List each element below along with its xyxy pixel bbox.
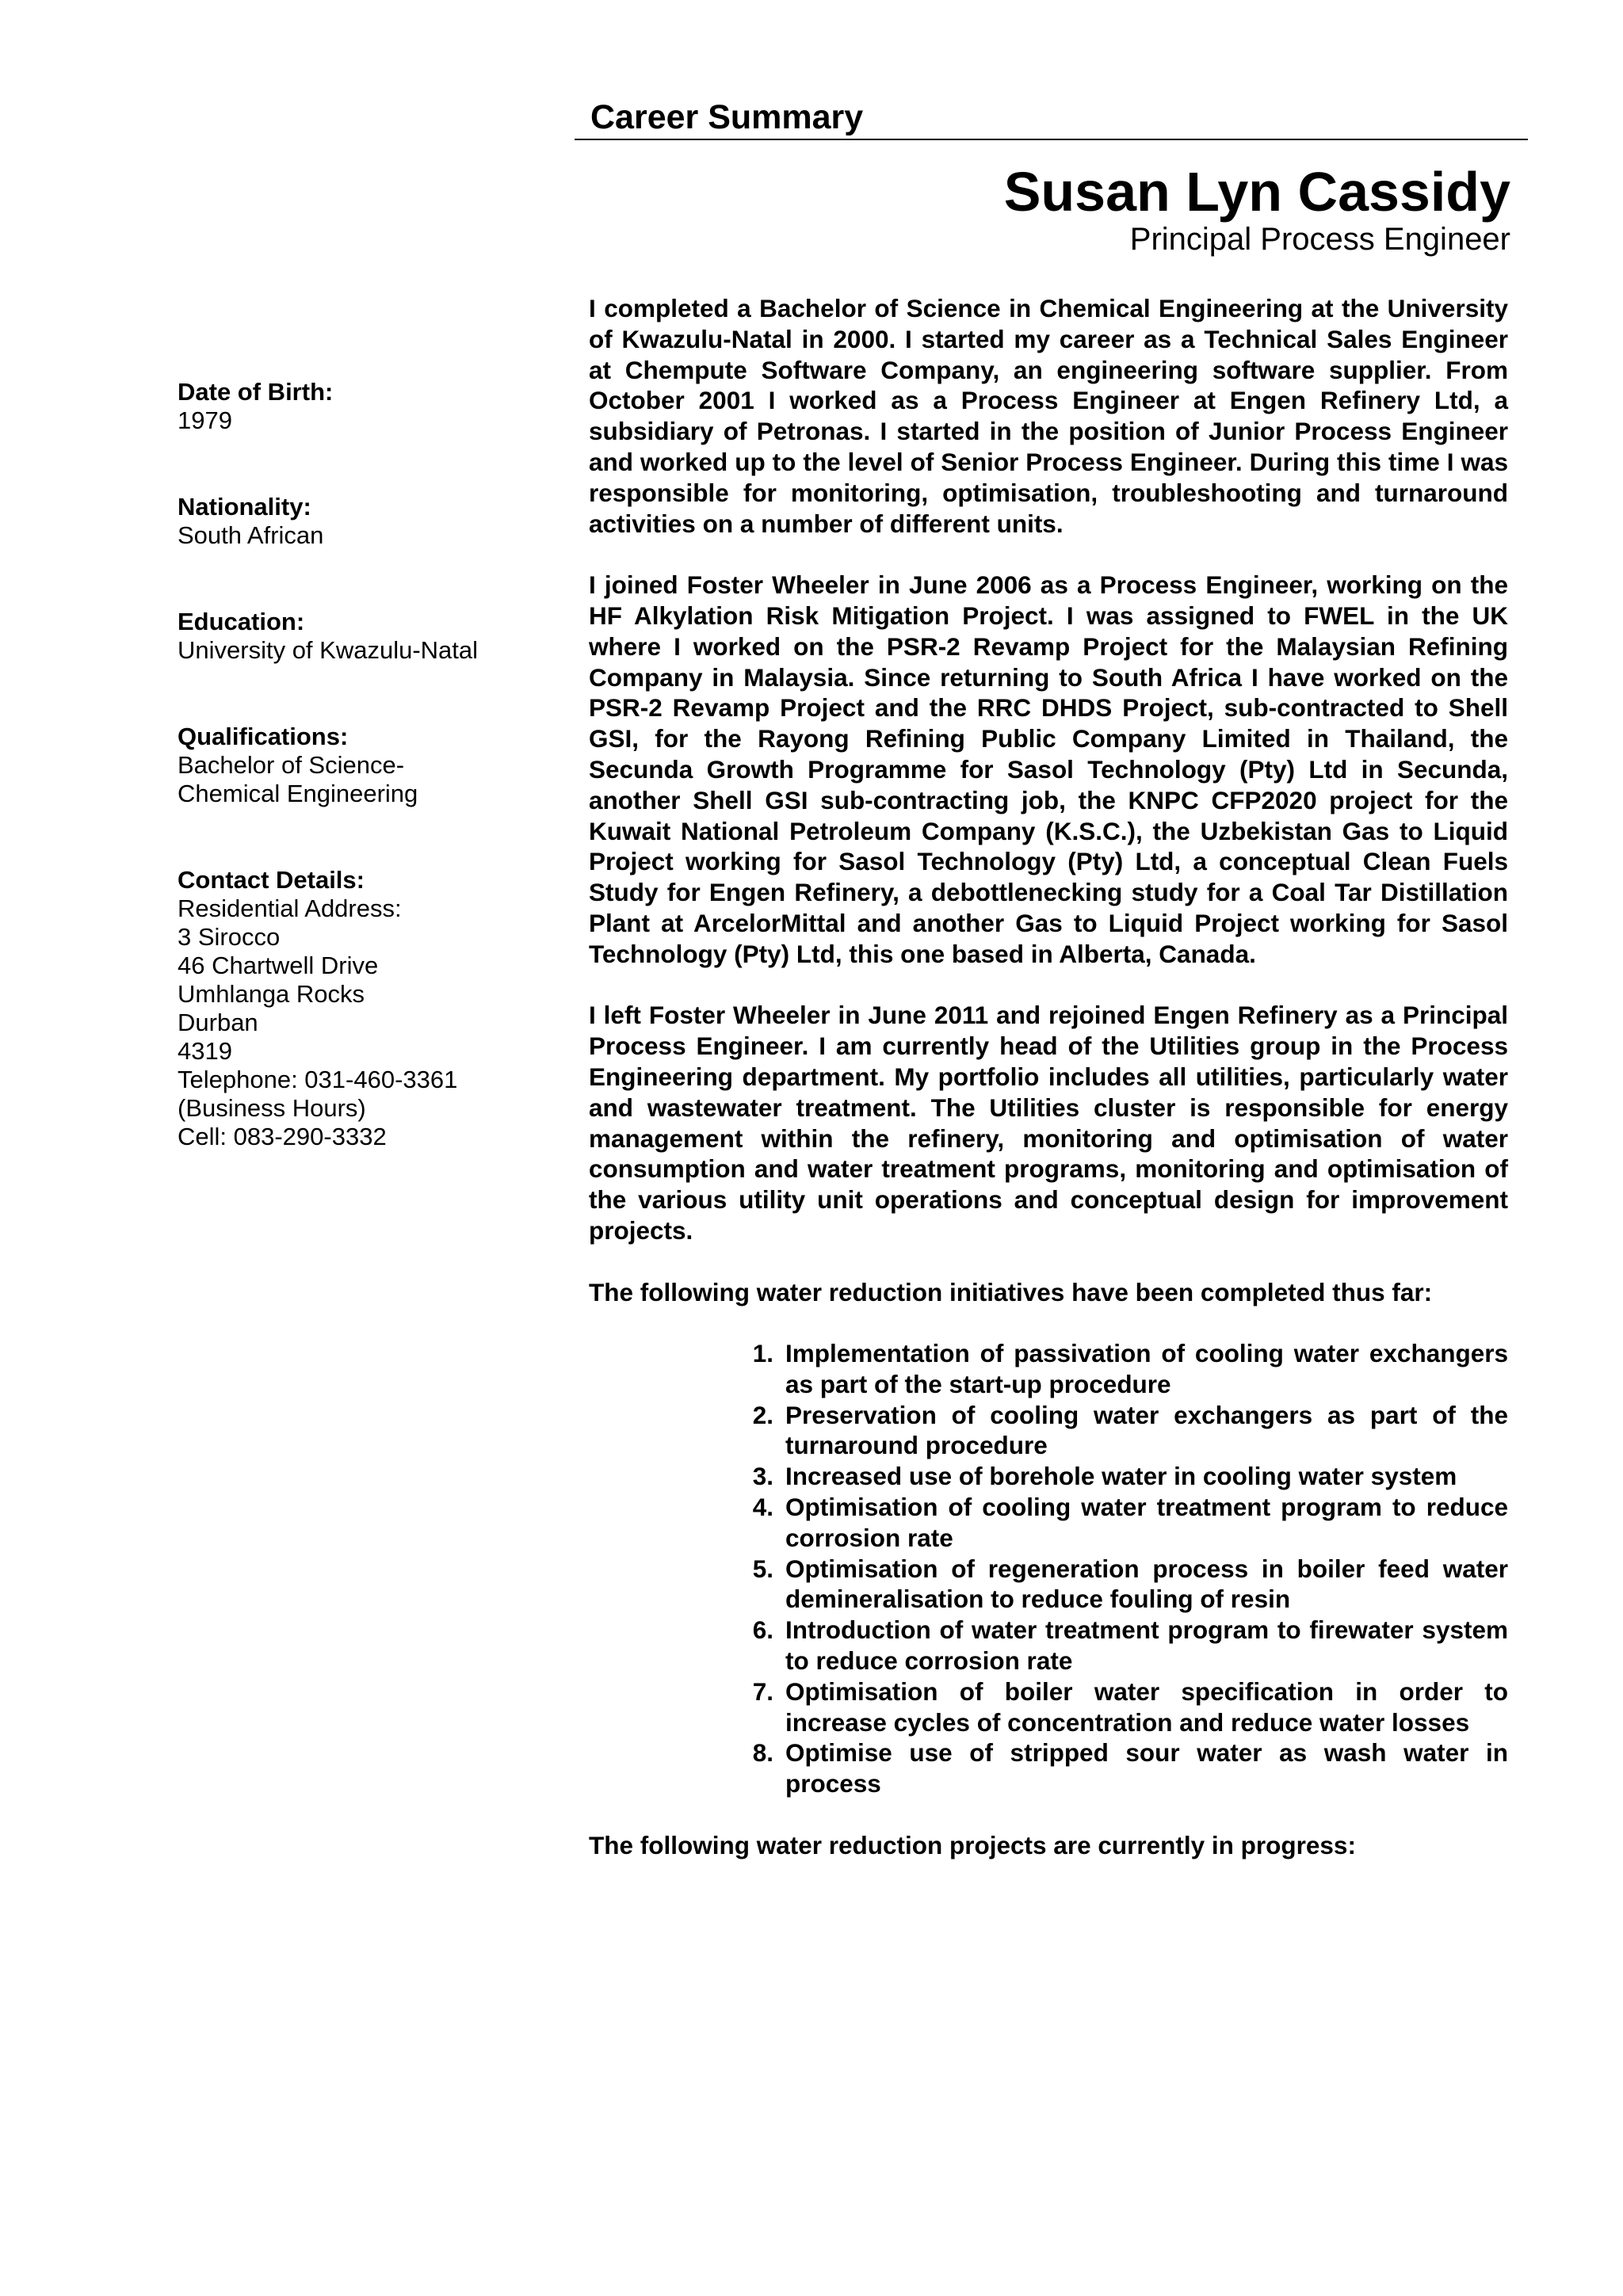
list-item-text: Increased use of borehole water in cooling water system [785, 1462, 1457, 1491]
list-item-text: Optimisation of cooling water treatment program to reduce corrosion rate [785, 1493, 1508, 1552]
qualification-line: Bachelor of Science- [178, 751, 405, 779]
list-item-text: Optimisation of boiler water specification in order to increase cycles of concentration and reduce water losses [785, 1676, 1508, 1737]
education-section [178, 608, 550, 665]
list-item-number: 4. [752, 1493, 773, 1522]
career-summary-body [589, 293, 1508, 1891]
contact-address-line: Durban [178, 1009, 258, 1036]
nationality-value: South African [178, 521, 324, 549]
list-item [752, 1676, 1508, 1738]
contact-address-line: Umhlanga Rocks [178, 980, 365, 1008]
list-item-number: 3. [752, 1462, 773, 1491]
person-role: Principal Process Engineer [1129, 222, 1510, 257]
summary-paragraph-foster-wheeler: I joined Foster Wheeler in June 2006 as a Process Engineer, working on the HF Alkylation Risk Mitigation Project. I was assigned to FWEL in the UK where I worked on the PSR-2 Revamp Project for the Malaysian Refining Company in Malaysia. Since returning to South Africa I have worked on the PSR-2 Revamp Project and the RRC DHDS Project, sub-contracted to Shell GSI, for the Rayong Refining Public Company Limited in Thailand, the Secunda Growth Programme for Sasol Technology (Pty) Ltd in Secunda, another Shell GSI sub-contracting job, the KNPC CFP2020 project for the Kuwait National Petroleum Company (K.S.C.), the Uzbekistan Gas to Liquid Project working for Sasol Technology (Pty) Ltd, a conceptual Clean Fuels Study for Engen Refinery, a debottlenecking study for a Coal Tar Distillation Plant at ArcelorMittal and another Gas to Liquid Project working for Sasol Technology (Pty) Ltd, this one based in Alberta, Canada. [589, 570, 1508, 968]
list-item-text: Preservation of cooling water exchangers as part of the turnaround procedure [785, 1400, 1508, 1460]
contact-address-heading: Residential Address: [178, 894, 402, 922]
list-item [752, 1615, 1508, 1676]
nationality-label: Nationality: [178, 493, 311, 521]
nationality-section [178, 493, 550, 550]
person-name: Susan Lyn Cassidy [1003, 161, 1510, 223]
summary-paragraph-engen: I left Foster Wheeler in June 2011 and rejoined Engen Refinery as a Principal Process Engineer. I am currently head of the Utilities group in the Process Engineering department. My portfolio includes all utilities, particularly water and wastewater treatment. The Utilities cluster is responsible for energy management within the refinery, monitoring and optimisation of water consumption and water treatment programs, monitoring and optimisation of the various utility unit operations and conceptual design for improvement projects. [589, 1001, 1508, 1245]
list-item-number: 5. [752, 1554, 773, 1583]
contact-telephone-note: (Business Hours) [178, 1094, 366, 1122]
qualification-line: Chemical Engineering [178, 780, 418, 807]
list-item-number: 6. [752, 1615, 773, 1645]
list-item [752, 1461, 1508, 1492]
date-of-birth-value: 1979 [178, 406, 232, 434]
contact-address-line: 46 Chartwell Drive [178, 952, 379, 979]
list-item-text: Optimisation of regeneration process in boiler feed water demineralisation to reduce fouling of resin [785, 1554, 1508, 1614]
list-item-text: Optimise use of stripped sour water as wash water in process [785, 1738, 1508, 1798]
education-value: University of Kwazulu-Natal [178, 636, 479, 664]
list-item-number: 7. [752, 1676, 773, 1706]
contact-details-section [178, 866, 550, 1151]
contact-postal-code: 4319 [178, 1037, 232, 1065]
qualifications-label: Qualifications: [178, 723, 349, 750]
education-label: Education: [178, 608, 305, 635]
section-title: Career Summary [590, 98, 864, 136]
list-item-number: 2. [752, 1400, 773, 1429]
date-of-birth-label: Date of Birth: [178, 378, 334, 406]
list-item-text: Introduction of water treatment program to firewater system to reduce corrosion rate [785, 1615, 1508, 1676]
summary-paragraph-initiatives-intro: The following water reduction initiatives have been completed thus far: [589, 1277, 1433, 1306]
list-item [752, 1737, 1508, 1799]
list-item [752, 1554, 1508, 1615]
contact-details-label: Contact Details: [178, 866, 365, 894]
contact-address-line: 3 Sirocco [178, 923, 281, 951]
list-item-text: Implementation of passivation of cooling water exchangers as part of the start-up procedure [785, 1339, 1508, 1398]
list-item-number: 1. [752, 1339, 773, 1368]
summary-paragraph-projects-intro: The following water reduction projects are currently in progress: [589, 1830, 1356, 1859]
contact-telephone: Telephone: 031-460-3361 [178, 1066, 458, 1093]
list-item [752, 1492, 1508, 1554]
list-item-number: 8. [752, 1738, 773, 1768]
list-item [752, 1400, 1508, 1462]
date-of-birth-section [178, 378, 550, 435]
personal-details-sidebar [178, 378, 550, 1209]
summary-paragraph-education: I completed a Bachelor of Science in Chemical Engineering at the University of Kwazulu-Natal in 2000. I started my career as a Technical Sales Engineer at Chempute Software Company, an engineering software supplier. From October 2001 I worked as a Process Engineer at Engen Refinery Ltd, a subsidiary of Petronas. I started in the position of Junior Process Engineer and worked up to the level of Senior Process Engineer. During this time I was responsible for monitoring, optimisation, troubleshooting and turnaround activities on a number of different units. [589, 294, 1508, 538]
contact-cell: Cell: 083-290-3332 [178, 1123, 387, 1150]
qualifications-section [178, 723, 550, 808]
list-item [752, 1338, 1508, 1400]
header-divider [575, 139, 1528, 140]
initiatives-list [589, 1338, 1508, 1799]
